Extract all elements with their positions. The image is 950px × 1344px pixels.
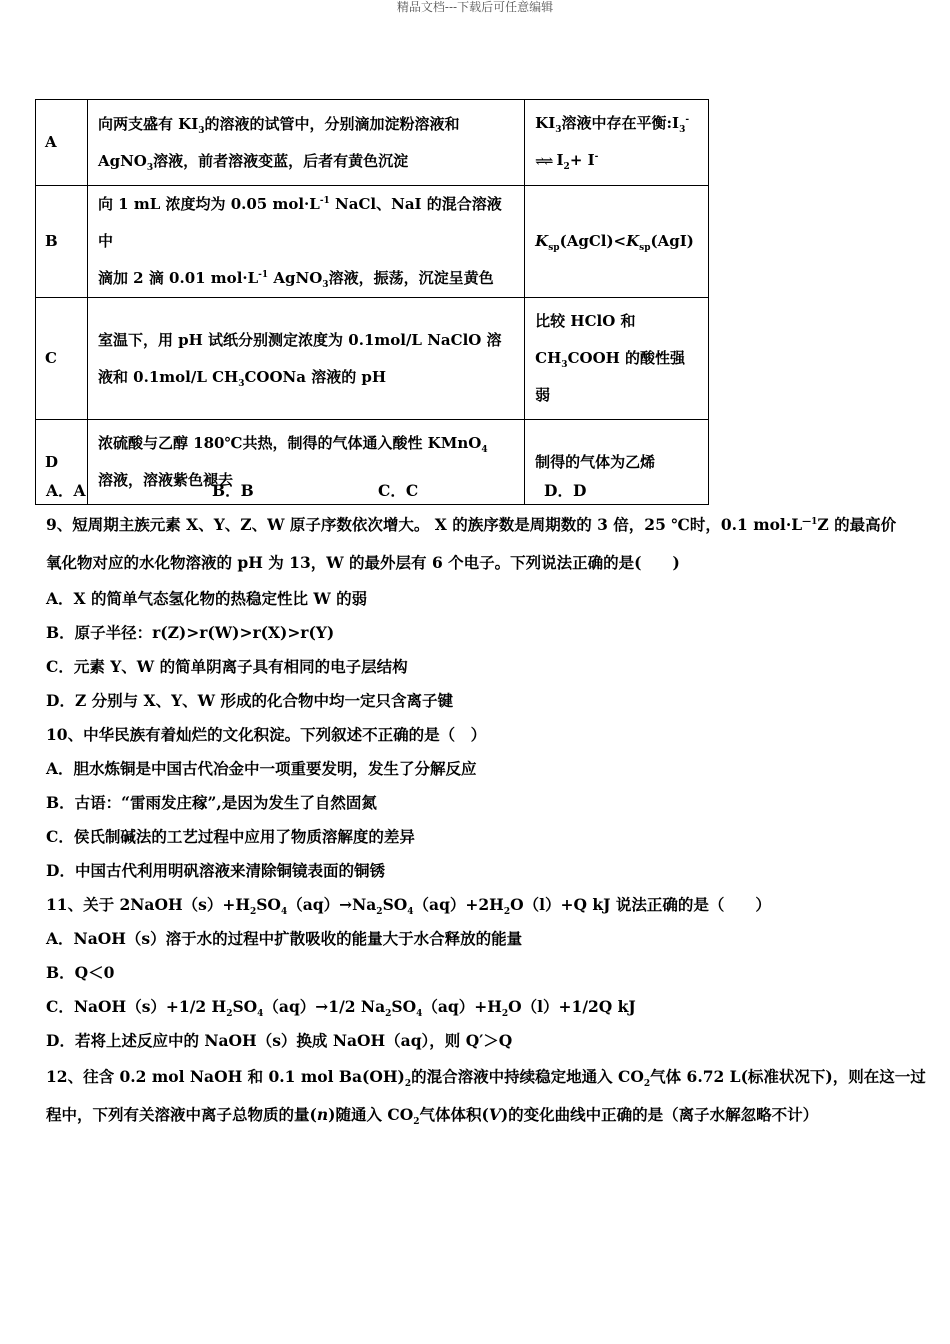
row-label: B [36,186,88,298]
sub: 2 [385,1009,392,1020]
sup: -1 [319,196,330,206]
text: 溶液中存在平衡:I [561,114,680,132]
text: V [488,1105,501,1124]
q12-stem-line2 [46,1096,926,1134]
sub: 2 [563,162,570,172]
text: n [316,1105,329,1124]
text: SO [382,895,408,914]
q10-option-b[interactable]: B．古语：“雷雨发庄稼”,是因为发生了自然固氮 [46,793,377,812]
q10-option-a[interactable]: A．胆水炼铜是中国古代冶金中一项重要发明，发生了分解反应 [46,759,477,778]
option-c[interactable]: C．C [378,481,419,500]
sup: - [594,152,599,162]
sub: sp [548,243,560,253]
text: COONa 溶液的 pH [244,367,387,386]
q12-stem-line1 [46,1058,926,1096]
sub: 2 [501,1009,509,1020]
q9-option-d[interactable]: D．Z 分别与 X、Y、W 形成的化合物中均一定只含离子键 [46,691,453,710]
text: O（l）+1/2Q kJ [508,997,636,1016]
text: SO [232,997,258,1016]
text: )随通入 CO [328,1105,414,1124]
text: KI [535,114,556,132]
text: (AgI) [650,232,694,250]
q11-stem [46,888,926,922]
q9-stem-line1 [46,506,926,544]
table-row [36,298,709,420]
text: K [535,232,549,250]
row-label: A [36,100,88,186]
text: SO [256,895,281,914]
option-a[interactable]: A．A [46,481,86,500]
option-d[interactable]: D．D [544,481,587,500]
text: 12、往含 0.2 mol NaOH 和 0.1 mol Ba(OH) [46,1067,405,1086]
text: （aq）→1/2 Na [263,997,386,1016]
sub: 3 [146,162,154,173]
sub: 4 [481,445,488,455]
q11-option-c[interactable] [46,990,926,1024]
conclusion-cell [525,298,709,420]
q9-option-a[interactable]: A．X 的简单气态氢化物的热稳定性比 W 的弱 [46,589,368,608]
conclusion-cell: 制得的气体为乙烯 [525,420,709,505]
q11-option-a[interactable]: A．NaOH（s）溶于水的过程中扩散吸收的能量大于水合释放的能量 [46,929,523,948]
text: 室温下，用 pH 试纸分别测定浓度为 0.1mol/L NaClO 溶 [97,330,502,349]
sub: 3 [555,125,562,135]
sub: 3 [198,125,205,136]
text: （aq）+2H [413,895,504,914]
text: C．NaOH（s）+1/2 H [46,997,227,1016]
sup: -1 [258,270,269,280]
q9-stem-line2: 氧化物对应的水化物溶液的 pH 为 13，W 的最外层有 6 个电子。下列说法正确的是( ) [46,553,680,572]
sub: 3 [679,125,686,135]
text: 液和 0.1mol/L CH [97,367,239,386]
text: 气体体积( [419,1105,489,1124]
q9-option-b[interactable]: B．原子半径：r(Z)>r(W)>r(X)>r(Y) [46,623,335,642]
sup: —1 [802,516,818,527]
text: 11、关于 2NaOH（s）+H [46,895,250,914]
text: + I [569,151,595,169]
text: （aq）→Na [287,895,377,914]
text: K [626,232,640,250]
experiment-cell [87,298,524,420]
text: NaCl、NaI 的混合溶液中 [97,195,502,250]
sub: 2 [413,1117,420,1128]
q11-option-d[interactable]: D．若将上述反应中的 NaOH（s）换成 NaOH（aq），则 Q′＞Q [46,1031,513,1050]
sub: 4 [280,907,288,918]
text: 9、短周期主族元素 X、Y、Z、W 原子序数依次增大。 X 的族序数是周期数的 3 倍，25 ℃时，0.1 mol·L [46,515,803,534]
option-b[interactable]: B．B [212,481,254,500]
text: 气体 6.72 L(标准状况下)，则在这一过 [650,1067,926,1086]
q8-options [46,476,926,506]
sub: 2 [503,907,511,918]
sub: 3 [561,360,568,370]
sub: 4 [416,1009,423,1020]
q10-stem: 10、中华民族有着灿烂的文化积淀。下列叙述不正确的是（ ） [46,725,487,744]
text: )的变化曲线中正确的是（离子水解忽略不计） [500,1105,819,1124]
table-row [36,100,709,186]
conclusion-cell [525,186,709,298]
text: 向两支盛有 KI [97,114,199,133]
text: 比较 HClO 和 [535,312,636,330]
page-header: 精品文档---下载后可任意编辑 [396,0,554,14]
text: AgNO [97,151,147,170]
text: 溶液，溶液紫色褪去 [97,471,233,489]
text: Z 的最高价 [817,515,897,534]
sub: 2 [376,907,383,918]
q10-option-c[interactable]: C．侯氏制碱法的工艺过程中应用了物质溶解度的差异 [46,827,415,846]
text: 溶液，振荡，沉淀呈黄色 [328,269,494,287]
text: 的混合溶液中持续稳定地通入 CO [411,1067,644,1086]
q11-option-b[interactable]: B．Q＜0 [46,963,115,982]
sub: 2 [404,1079,412,1090]
sup: - [685,115,690,125]
sub: 2 [249,907,257,918]
text: COOH 的酸性强 [567,349,686,367]
q10-option-d[interactable]: D．中国古代利用明矾溶液来清除铜镜表面的铜锈 [46,861,385,880]
experiment-table [35,99,709,505]
text: 程中，下列有关溶液中离子总物质的量( [46,1105,317,1124]
q9-option-c[interactable]: C．元素 Y、W 的简单阴离子具有相同的电子层结构 [46,657,408,676]
row-label: C [36,298,88,420]
sub: 2 [226,1009,233,1020]
sub: 4 [407,907,414,918]
text: 浓硫酸与乙醇 180℃共热，制得的气体通入酸性 KMnO [97,434,482,452]
experiment-cell [87,186,524,298]
sub: 2 [643,1079,651,1090]
text: (AgCl)< [559,232,627,250]
text: 滴加 2 滴 0.01 mol·L [97,269,259,287]
text: 弱 [535,386,551,404]
questions [46,476,926,1134]
experiment-cell [87,100,524,186]
text: I [556,151,564,169]
sub: 3 [238,378,245,389]
text: 向 1 mL 浓度均为 0.05 mol·L [97,195,320,213]
text: AgNO [268,269,323,287]
sub: sp [639,243,651,253]
sub: 3 [322,280,329,290]
text: 的溶液的试管中，分别滴加淀粉溶液和 [204,114,460,133]
text: 溶液，前者溶液变蓝，后者有黄色沉淀 [153,151,409,170]
text: CH [535,349,562,367]
text: O（l）+Q kJ 说法正确的是（ ） [510,895,771,914]
text: SO [391,997,417,1016]
conclusion-cell [525,100,709,186]
sub: 4 [257,1009,264,1020]
row-label: D [36,420,88,505]
equilibrium-arrow-icon: ⇌⇌ [535,154,552,168]
table-row [36,186,709,298]
text: （aq）+H [422,997,502,1016]
